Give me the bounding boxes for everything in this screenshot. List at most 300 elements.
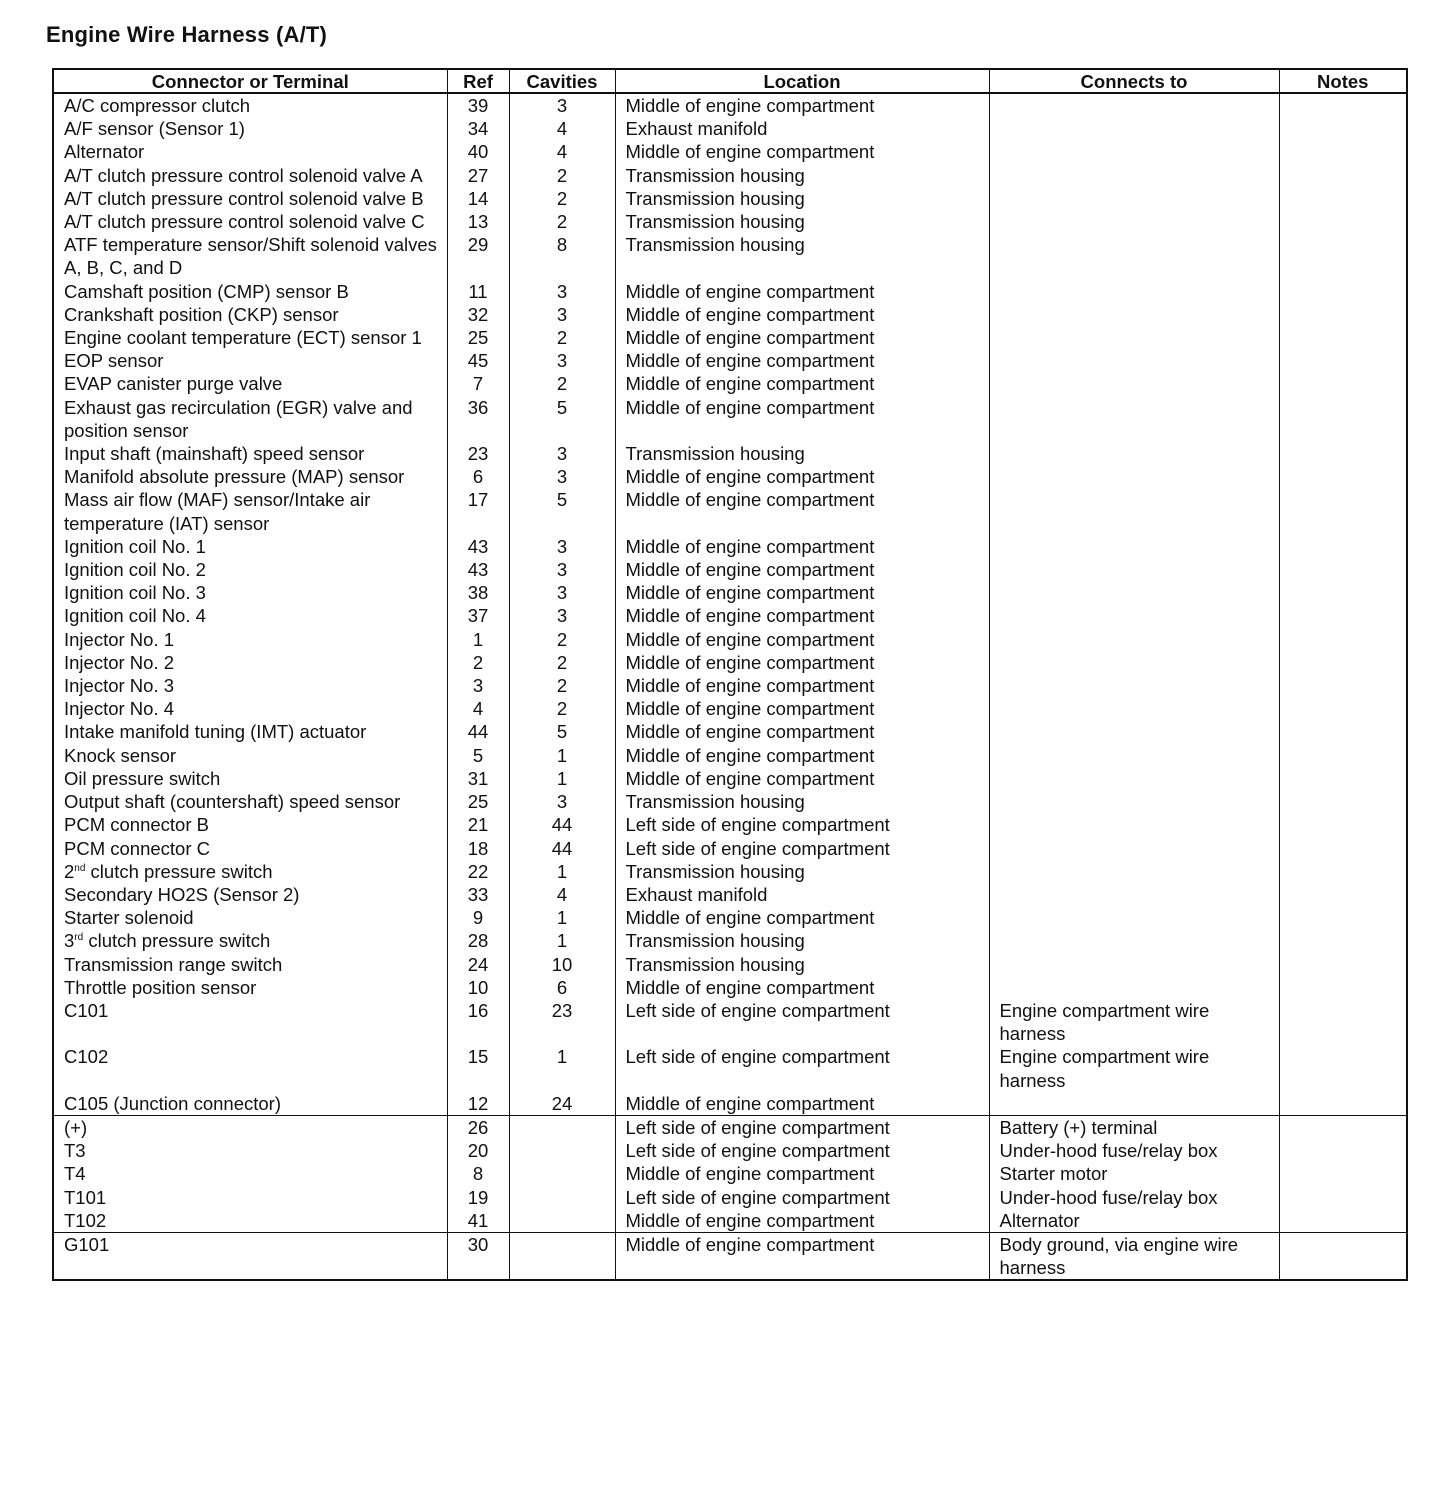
table-row bbox=[53, 372, 1407, 395]
connector-cell: Knock sensor bbox=[64, 744, 177, 766]
connects-to-cell bbox=[989, 837, 1279, 860]
table-body bbox=[53, 93, 1407, 1280]
connects-to-cell bbox=[989, 651, 1279, 674]
ref-cell: 22 bbox=[447, 860, 509, 883]
location-cell: Middle of engine compartment bbox=[615, 976, 989, 999]
table-row bbox=[53, 813, 1407, 836]
ref-cell: 29 bbox=[447, 233, 509, 279]
location-cell: Middle of engine compartment bbox=[615, 744, 989, 767]
notes-cell bbox=[1279, 396, 1407, 442]
connects-to-cell bbox=[989, 280, 1279, 303]
connects-to-cell bbox=[989, 303, 1279, 326]
connector-cell: T101 bbox=[64, 1186, 107, 1208]
cavities-cell: 2 bbox=[509, 674, 615, 697]
cavities-cell: 3 bbox=[509, 93, 615, 117]
connects-to-cell bbox=[989, 860, 1279, 883]
notes-cell bbox=[1279, 442, 1407, 465]
connector-cell: Injector No. 4 bbox=[64, 698, 175, 720]
connects-to-cell: Battery (+) terminal bbox=[989, 1115, 1279, 1139]
cavities-cell bbox=[509, 1115, 615, 1139]
cavities-cell: 4 bbox=[509, 117, 615, 140]
connects-to-cell: Under-hood fuse/relay box bbox=[989, 1139, 1279, 1162]
location-cell: Exhaust manifold bbox=[615, 117, 989, 140]
cavities-cell: 5 bbox=[509, 488, 615, 534]
cavities-cell: 44 bbox=[509, 813, 615, 836]
ref-cell: 45 bbox=[447, 349, 509, 372]
cavities-cell: 2 bbox=[509, 628, 615, 651]
location-cell: Transmission housing bbox=[615, 790, 989, 813]
notes-cell bbox=[1279, 767, 1407, 790]
connects-to-cell bbox=[989, 1092, 1279, 1116]
page-title: Engine Wire Harness (A/T) bbox=[46, 22, 328, 47]
table-row bbox=[53, 581, 1407, 604]
connects-to-cell bbox=[989, 790, 1279, 813]
table-row bbox=[53, 280, 1407, 303]
ref-cell: 43 bbox=[447, 535, 509, 558]
connects-to-cell bbox=[989, 164, 1279, 187]
table-row bbox=[53, 303, 1407, 326]
cavities-cell: 1 bbox=[509, 860, 615, 883]
cavities-cell: 2 bbox=[509, 187, 615, 210]
location-cell: Middle of engine compartment bbox=[615, 581, 989, 604]
cavities-cell bbox=[509, 1186, 615, 1209]
connector-cell: Starter solenoid bbox=[64, 907, 194, 929]
connects-to-cell bbox=[989, 442, 1279, 465]
table-row bbox=[53, 488, 1407, 534]
cavities-cell: 2 bbox=[509, 697, 615, 720]
table-row bbox=[53, 604, 1407, 627]
location-cell: Transmission housing bbox=[615, 210, 989, 233]
table-row bbox=[53, 1162, 1407, 1185]
ref-cell: 17 bbox=[447, 488, 509, 534]
table-row bbox=[53, 744, 1407, 767]
connector-cell: Input shaft (mainshaft) speed sensor bbox=[64, 443, 365, 465]
column-header-notes: Notes bbox=[1279, 69, 1407, 93]
connector-cell: A/F sensor (Sensor 1) bbox=[64, 118, 245, 140]
notes-cell bbox=[1279, 604, 1407, 627]
connector-cell: Oil pressure switch bbox=[64, 767, 221, 789]
notes-cell bbox=[1279, 720, 1407, 743]
table-row bbox=[53, 1045, 1407, 1091]
connects-to-cell bbox=[989, 604, 1279, 627]
table-row bbox=[53, 906, 1407, 929]
location-cell: Middle of engine compartment bbox=[615, 349, 989, 372]
ref-cell: 20 bbox=[447, 1139, 509, 1162]
cavities-cell: 3 bbox=[509, 349, 615, 372]
cavities-cell: 3 bbox=[509, 465, 615, 488]
table-row bbox=[53, 558, 1407, 581]
cavities-cell: 1 bbox=[509, 929, 615, 952]
connector-name: clutch pressure switch bbox=[85, 860, 273, 882]
location-cell: Middle of engine compartment bbox=[615, 1209, 989, 1233]
connector-cell: Mass air flow (MAF) sensor/Intake air temperature (IAT) sensor bbox=[64, 489, 371, 534]
table-row bbox=[53, 790, 1407, 813]
connects-to-cell bbox=[989, 210, 1279, 233]
connects-to-cell bbox=[989, 349, 1279, 372]
table-row bbox=[53, 396, 1407, 442]
connects-to-cell bbox=[989, 117, 1279, 140]
notes-cell bbox=[1279, 581, 1407, 604]
column-header-cavities: Cavities bbox=[509, 69, 615, 93]
ref-cell: 15 bbox=[447, 1045, 509, 1091]
ref-cell: 13 bbox=[447, 210, 509, 233]
connects-to-cell bbox=[989, 697, 1279, 720]
ref-cell: 25 bbox=[447, 326, 509, 349]
notes-cell bbox=[1279, 210, 1407, 233]
table-header-row bbox=[53, 69, 1407, 93]
notes-cell bbox=[1279, 860, 1407, 883]
notes-cell bbox=[1279, 1186, 1407, 1209]
notes-cell bbox=[1279, 1232, 1407, 1280]
location-cell: Middle of engine compartment bbox=[615, 1092, 989, 1116]
ordinal-number: 3 bbox=[64, 930, 75, 952]
table-row bbox=[53, 767, 1407, 790]
ref-cell: 14 bbox=[447, 187, 509, 210]
ref-cell: 40 bbox=[447, 140, 509, 163]
notes-cell bbox=[1279, 558, 1407, 581]
table-row bbox=[53, 117, 1407, 140]
ref-cell: 36 bbox=[447, 396, 509, 442]
connector-cell: (+) bbox=[64, 1116, 88, 1138]
location-cell: Middle of engine compartment bbox=[615, 674, 989, 697]
connects-to-cell bbox=[989, 535, 1279, 558]
connector-cell: EOP sensor bbox=[64, 350, 164, 372]
connects-to-cell bbox=[989, 767, 1279, 790]
table-row bbox=[53, 628, 1407, 651]
notes-cell bbox=[1279, 326, 1407, 349]
location-cell: Middle of engine compartment bbox=[615, 140, 989, 163]
cavities-cell: 1 bbox=[509, 906, 615, 929]
connector-cell: Injector No. 1 bbox=[64, 628, 175, 650]
connects-to-cell: Under-hood fuse/relay box bbox=[989, 1186, 1279, 1209]
ref-cell: 41 bbox=[447, 1209, 509, 1233]
column-header-ref: Ref bbox=[447, 69, 509, 93]
connector-cell: PCM connector C bbox=[64, 837, 210, 859]
notes-cell bbox=[1279, 651, 1407, 674]
notes-cell bbox=[1279, 1045, 1407, 1091]
table-row bbox=[53, 953, 1407, 976]
connects-to-cell bbox=[989, 953, 1279, 976]
cavities-cell: 2 bbox=[509, 651, 615, 674]
table-row bbox=[53, 929, 1407, 952]
location-cell: Left side of engine compartment bbox=[615, 837, 989, 860]
notes-cell bbox=[1279, 535, 1407, 558]
connects-to-cell bbox=[989, 465, 1279, 488]
ref-cell: 10 bbox=[447, 976, 509, 999]
notes-cell bbox=[1279, 465, 1407, 488]
location-cell: Middle of engine compartment bbox=[615, 697, 989, 720]
location-cell: Exhaust manifold bbox=[615, 883, 989, 906]
location-cell: Middle of engine compartment bbox=[615, 628, 989, 651]
connector-cell: T4 bbox=[64, 1163, 86, 1185]
connects-to-cell bbox=[989, 929, 1279, 952]
table-row bbox=[53, 697, 1407, 720]
notes-cell bbox=[1279, 1162, 1407, 1185]
location-cell: Left side of engine compartment bbox=[615, 1045, 989, 1091]
connector-cell: Engine coolant temperature (ECT) sensor 1 bbox=[64, 327, 422, 349]
ref-cell: 28 bbox=[447, 929, 509, 952]
ref-cell: 18 bbox=[447, 837, 509, 860]
connects-to-cell: Engine compartment wire harness bbox=[989, 999, 1279, 1045]
location-cell: Middle of engine compartment bbox=[615, 326, 989, 349]
location-cell: Middle of engine compartment bbox=[615, 651, 989, 674]
location-cell: Left side of engine compartment bbox=[615, 1186, 989, 1209]
table-row bbox=[53, 187, 1407, 210]
connects-to-cell bbox=[989, 813, 1279, 836]
notes-cell bbox=[1279, 280, 1407, 303]
connects-to-cell bbox=[989, 187, 1279, 210]
table-row bbox=[53, 210, 1407, 233]
notes-cell bbox=[1279, 929, 1407, 952]
location-cell: Middle of engine compartment bbox=[615, 93, 989, 117]
ref-cell: 16 bbox=[447, 999, 509, 1045]
notes-cell bbox=[1279, 953, 1407, 976]
connects-to-cell bbox=[989, 720, 1279, 743]
cavities-cell: 3 bbox=[509, 535, 615, 558]
table-row bbox=[53, 164, 1407, 187]
connector-cell: Manifold absolute pressure (MAP) sensor bbox=[64, 466, 405, 488]
notes-cell bbox=[1279, 303, 1407, 326]
ref-cell: 11 bbox=[447, 280, 509, 303]
ordinal-suffix: nd bbox=[74, 862, 86, 874]
ref-cell: 37 bbox=[447, 604, 509, 627]
notes-cell bbox=[1279, 697, 1407, 720]
connector-cell: ATF temperature sensor/Shift solenoid valves A, B, C, and D bbox=[64, 234, 437, 279]
location-cell: Transmission housing bbox=[615, 187, 989, 210]
cavities-cell: 3 bbox=[509, 303, 615, 326]
cavities-cell: 3 bbox=[509, 558, 615, 581]
ref-cell: 32 bbox=[447, 303, 509, 326]
cavities-cell: 1 bbox=[509, 744, 615, 767]
location-cell: Left side of engine compartment bbox=[615, 1139, 989, 1162]
table-row bbox=[53, 1232, 1407, 1280]
connector-cell: Output shaft (countershaft) speed sensor bbox=[64, 791, 401, 813]
ref-cell: 39 bbox=[447, 93, 509, 117]
cavities-cell bbox=[509, 1232, 615, 1280]
notes-cell bbox=[1279, 187, 1407, 210]
ordinal-suffix: rd bbox=[74, 932, 84, 944]
notes-cell bbox=[1279, 1092, 1407, 1116]
cavities-cell: 3 bbox=[509, 790, 615, 813]
table-row bbox=[53, 999, 1407, 1045]
connects-to-cell bbox=[989, 326, 1279, 349]
notes-cell bbox=[1279, 976, 1407, 999]
location-cell: Transmission housing bbox=[615, 860, 989, 883]
table-row bbox=[53, 860, 1407, 883]
table-row bbox=[53, 1186, 1407, 1209]
connects-to-cell: Starter motor bbox=[989, 1162, 1279, 1185]
ref-cell: 2 bbox=[447, 651, 509, 674]
location-cell: Middle of engine compartment bbox=[615, 535, 989, 558]
ref-cell: 8 bbox=[447, 1162, 509, 1185]
connects-to-cell bbox=[989, 488, 1279, 534]
location-cell: Middle of engine compartment bbox=[615, 280, 989, 303]
notes-cell bbox=[1279, 790, 1407, 813]
cavities-cell: 23 bbox=[509, 999, 615, 1045]
location-cell: Middle of engine compartment bbox=[615, 303, 989, 326]
connects-to-cell bbox=[989, 396, 1279, 442]
cavities-cell: 2 bbox=[509, 326, 615, 349]
connects-to-cell bbox=[989, 372, 1279, 395]
notes-cell bbox=[1279, 1139, 1407, 1162]
connector-cell: Crankshaft position (CKP) sensor bbox=[64, 303, 339, 325]
ref-cell: 4 bbox=[447, 697, 509, 720]
table-row bbox=[53, 1209, 1407, 1233]
location-cell: Middle of engine compartment bbox=[615, 558, 989, 581]
cavities-cell: 2 bbox=[509, 164, 615, 187]
location-cell: Middle of engine compartment bbox=[615, 604, 989, 627]
connects-to-cell bbox=[989, 140, 1279, 163]
connector-cell: Secondary HO2S (Sensor 2) bbox=[64, 883, 300, 905]
ref-cell: 34 bbox=[447, 117, 509, 140]
location-cell: Middle of engine compartment bbox=[615, 488, 989, 534]
table-row bbox=[53, 1115, 1407, 1139]
cavities-cell: 3 bbox=[509, 581, 615, 604]
cavities-cell: 8 bbox=[509, 233, 615, 279]
cavities-cell bbox=[509, 1209, 615, 1233]
location-cell: Middle of engine compartment bbox=[615, 906, 989, 929]
notes-cell bbox=[1279, 488, 1407, 534]
notes-cell bbox=[1279, 164, 1407, 187]
location-cell: Transmission housing bbox=[615, 164, 989, 187]
cavities-cell: 5 bbox=[509, 720, 615, 743]
cavities-cell: 10 bbox=[509, 953, 615, 976]
cavities-cell: 5 bbox=[509, 396, 615, 442]
connector-cell: Exhaust gas recirculation (EGR) valve and position sensor bbox=[64, 396, 413, 441]
table-row bbox=[53, 1139, 1407, 1162]
cavities-cell: 44 bbox=[509, 837, 615, 860]
cavities-cell: 4 bbox=[509, 140, 615, 163]
connector-cell: Alternator bbox=[64, 141, 145, 163]
connector-cell: A/C compressor clutch bbox=[64, 95, 251, 116]
ref-cell: 12 bbox=[447, 1092, 509, 1116]
ref-cell: 1 bbox=[447, 628, 509, 651]
cavities-cell: 3 bbox=[509, 604, 615, 627]
notes-cell bbox=[1279, 999, 1407, 1045]
connects-to-cell bbox=[989, 976, 1279, 999]
table-row bbox=[53, 349, 1407, 372]
ref-cell: 7 bbox=[447, 372, 509, 395]
location-cell: Transmission housing bbox=[615, 233, 989, 279]
ref-cell: 27 bbox=[447, 164, 509, 187]
ref-cell: 24 bbox=[447, 953, 509, 976]
table-row bbox=[53, 535, 1407, 558]
notes-cell bbox=[1279, 117, 1407, 140]
notes-cell bbox=[1279, 674, 1407, 697]
location-cell: Left side of engine compartment bbox=[615, 999, 989, 1045]
connects-to-cell bbox=[989, 674, 1279, 697]
connects-to-cell bbox=[989, 233, 1279, 279]
ref-cell: 9 bbox=[447, 906, 509, 929]
connects-to-cell: Alternator bbox=[989, 1209, 1279, 1233]
table-row bbox=[53, 465, 1407, 488]
connector-cell: C102 bbox=[64, 1046, 109, 1068]
notes-cell bbox=[1279, 837, 1407, 860]
location-cell: Middle of engine compartment bbox=[615, 720, 989, 743]
cavities-cell: 4 bbox=[509, 883, 615, 906]
notes-cell bbox=[1279, 93, 1407, 117]
ref-cell: 23 bbox=[447, 442, 509, 465]
location-cell: Left side of engine compartment bbox=[615, 813, 989, 836]
notes-cell bbox=[1279, 628, 1407, 651]
table-row bbox=[53, 326, 1407, 349]
table-row bbox=[53, 93, 1407, 117]
connector-cell: Transmission range switch bbox=[64, 953, 283, 975]
ref-cell: 33 bbox=[447, 883, 509, 906]
location-cell: Transmission housing bbox=[615, 442, 989, 465]
ordinal-number: 2 bbox=[64, 860, 75, 882]
connector-cell: A/T clutch pressure control solenoid valve B bbox=[64, 187, 424, 209]
notes-cell bbox=[1279, 372, 1407, 395]
table-row bbox=[53, 651, 1407, 674]
connector-cell: Ignition coil No. 4 bbox=[64, 605, 206, 627]
table-row bbox=[53, 233, 1407, 279]
connector-cell: Intake manifold tuning (IMT) actuator bbox=[64, 721, 367, 743]
ref-cell: 5 bbox=[447, 744, 509, 767]
connector-cell: Throttle position sensor bbox=[64, 976, 257, 998]
cavities-cell: 2 bbox=[509, 372, 615, 395]
location-cell: Middle of engine compartment bbox=[615, 1162, 989, 1185]
connector-cell: T102 bbox=[53, 1209, 447, 1233]
location-cell: Middle of engine compartment bbox=[615, 396, 989, 442]
connector-name: clutch pressure switch bbox=[83, 930, 271, 952]
connector-cell: Injector No. 3 bbox=[64, 675, 175, 697]
connector-cell: Ignition coil No. 3 bbox=[64, 582, 206, 604]
connects-to-cell bbox=[989, 906, 1279, 929]
notes-cell bbox=[1279, 744, 1407, 767]
connects-to-cell bbox=[989, 558, 1279, 581]
ref-cell: 38 bbox=[447, 581, 509, 604]
connector-cell: Ignition coil No. 2 bbox=[64, 559, 206, 581]
cavities-cell: 24 bbox=[509, 1092, 615, 1116]
table-row bbox=[53, 140, 1407, 163]
connects-to-cell: Engine compartment wire harness bbox=[989, 1045, 1279, 1091]
location-cell: Transmission housing bbox=[615, 953, 989, 976]
connector-cell: Injector No. 2 bbox=[64, 651, 175, 673]
cavities-cell bbox=[509, 1139, 615, 1162]
cavities-cell: 3 bbox=[509, 442, 615, 465]
connector-cell: C105 (Junction connector) bbox=[53, 1092, 447, 1116]
connector-cell: EVAP canister purge valve bbox=[64, 373, 283, 395]
location-cell: Middle of engine compartment bbox=[615, 1232, 989, 1280]
column-header-connector: Connector or Terminal bbox=[53, 69, 447, 93]
connector-cell: T3 bbox=[64, 1140, 86, 1162]
notes-cell bbox=[1279, 813, 1407, 836]
cavities-cell: 6 bbox=[509, 976, 615, 999]
connector-cell bbox=[53, 929, 447, 952]
connects-to-cell bbox=[989, 883, 1279, 906]
location-cell: Middle of engine compartment bbox=[615, 465, 989, 488]
connects-to-cell bbox=[989, 628, 1279, 651]
location-cell: Middle of engine compartment bbox=[615, 372, 989, 395]
location-cell: Left side of engine compartment bbox=[615, 1115, 989, 1139]
ref-cell: 30 bbox=[447, 1232, 509, 1280]
notes-cell bbox=[1279, 1115, 1407, 1139]
ref-cell: 31 bbox=[447, 767, 509, 790]
cavities-cell: 1 bbox=[509, 1045, 615, 1091]
table-row bbox=[53, 837, 1407, 860]
notes-cell bbox=[1279, 906, 1407, 929]
location-cell: Middle of engine compartment bbox=[615, 767, 989, 790]
ref-cell: 43 bbox=[447, 558, 509, 581]
ref-cell: 21 bbox=[447, 813, 509, 836]
connector-cell: A/T clutch pressure control solenoid valve C bbox=[64, 211, 425, 233]
ref-cell: 6 bbox=[447, 465, 509, 488]
cavities-cell bbox=[509, 1162, 615, 1185]
cavities-cell: 3 bbox=[509, 280, 615, 303]
ref-cell: 25 bbox=[447, 790, 509, 813]
cavities-cell: 2 bbox=[509, 210, 615, 233]
